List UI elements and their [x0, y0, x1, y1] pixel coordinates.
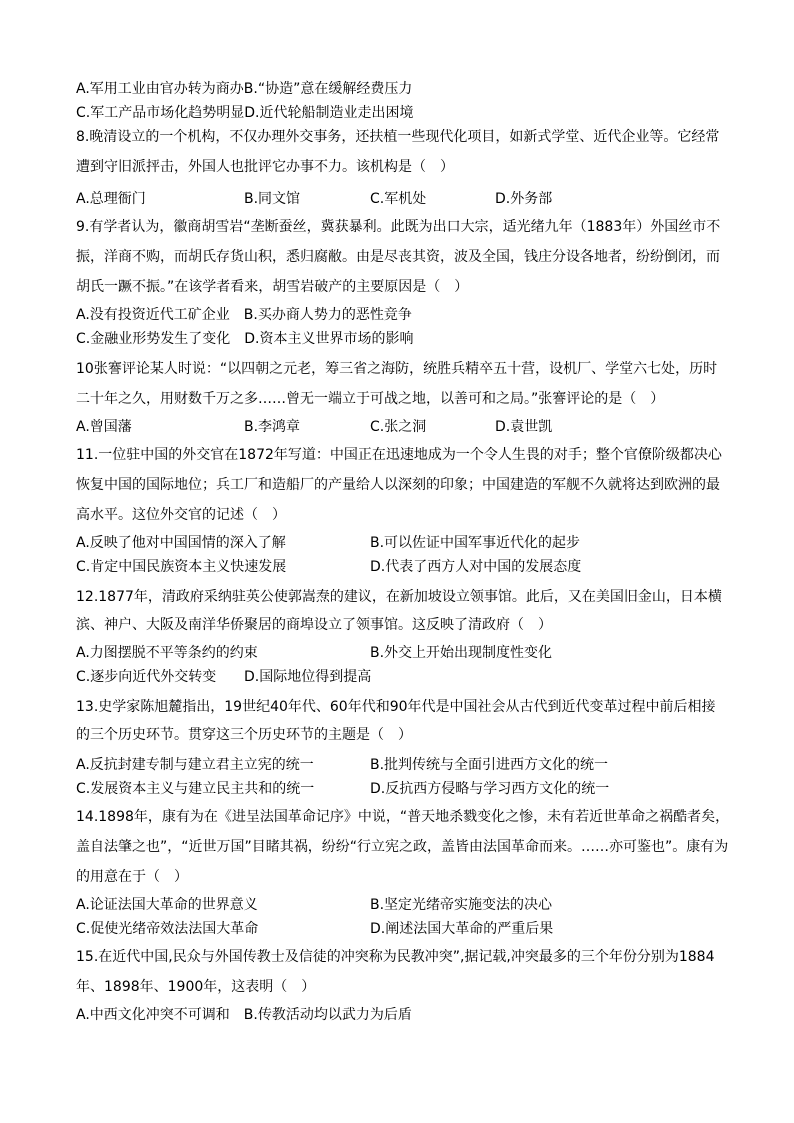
q14-option-b: B.坚定光绪帝实施变法的决心 [370, 897, 553, 913]
q13-stem-2: 的三个历史环节。贯穿这三个历史环节的主题是（ ） [76, 727, 412, 743]
q14-stem-1: 14.1898年，康有为在《进呈法国革命记序》中说，“普天地杀戮变化之惨，未有若近世革命之祸酷者矣， [76, 809, 730, 825]
q12-option-b: B.外交上开始出现制度性变化 [370, 645, 553, 661]
q8-stem-2: 遭到守旧派抨击，外国人也批评它办事不力。该机构是（ ） [76, 159, 454, 175]
q14-option-d: D.阐述法国大革命的严重后果 [370, 921, 554, 937]
q7-options-cd: C.军工产品市场化趋势明显D.近代轮船制造业走出困境 [76, 105, 414, 121]
q12-option-d: D.国际地位得到提高 [244, 669, 372, 685]
q15-stem-2: 年、1898年、1900年，这表明（ ） [76, 979, 316, 995]
q12-option-c: C.逐步向近代外交转变 [76, 669, 217, 685]
q11-stem-2: 恢复中国的国际地位；兵工厂和造船厂的产量给人以深刻的印象；中国建造的军舰不久就将达到欧洲的最 [76, 477, 720, 493]
q15-stem-1: 15.在近代中国,民众与外国传教士及信徒的冲突称为民教冲突”,据记载,冲突最多的三个年份分别为1884 [76, 949, 715, 965]
q8-option-b: B.同文馆 [244, 191, 301, 207]
q13-option-b: B.批判传统与全面引进西方文化的统一 [370, 757, 609, 773]
q10-stem-2: 二十年之久，用财数千万之多……曾无一端立于可战之地，以善可和之局。”张謇评论的是（ ） [76, 391, 665, 407]
q8-stem-1: 8.晚清设立的一个机构，不仅办理外交事务，还扶植一些现代化项目，如新式学堂、近代企业等。它经常 [76, 129, 720, 145]
q13-option-d: D.反抗西方侵略与学习西方文化的统一 [370, 781, 610, 797]
q12-stem-2: 滨、神户、大阪及南洋华侨聚居的商埠设立了领事馆。这反映了清政府（ ） [76, 617, 552, 633]
q9-stem-1: 9.有学者认为，徽商胡雪岩“垄断蚕丝，冀获暴利。此既为出口大宗，适光绪九年（1883年）外国丝市不 [76, 219, 721, 235]
q11-option-a: A.反映了他对中国国情的深入了解 [76, 535, 286, 551]
q9-stem-3: 胡氏一蹶不振。”在该学者看来，胡雪岩破产的主要原因是（ ） [76, 279, 469, 295]
q13-option-a: A.反抗封建专制与建立君主立宪的统一 [76, 757, 314, 773]
q8-option-c: C.军机处 [370, 191, 427, 207]
q9-options-cd: C.金融业形势发生了变化 D.资本主义世界市场的影响 [76, 331, 414, 347]
q11-stem-3: 高水平。这位外交官的记述（ ） [76, 507, 286, 523]
q10-stem-1: 10张謇评论某人时说：“以四朝之元老，筹三省之海防，统胜兵精卒五十营，设机厂、学堂六七处，历时 [76, 361, 718, 377]
q14-stem-3: 的用意在于（ ） [76, 869, 188, 885]
q11-option-c: C.肯定中国民族资本主义快速发展 [76, 559, 287, 575]
q15-options-ab: A.中西文化冲突不可调和 B.传教活动均以武力为后盾 [76, 1007, 412, 1023]
q10-option-d: D.袁世凯 [495, 419, 553, 435]
q9-stem-2: 振，洋商不购，而胡氏存货山积，悉归腐敝。由是尽丧其资，波及全国，钱庄分设各地者，纷纷倒闭，而 [76, 249, 720, 265]
q13-stem-1: 13.史学家陈旭麓指出，19世纪40年代、60年代和90年代是中国社会从古代到近代变革过程中前后相接 [76, 699, 716, 715]
q11-stem-1: 11.一位驻中国的外交官在1872年写道：中国正在迅速地成为一个令人生畏的对手；整个官僚阶级都决心 [76, 447, 722, 463]
q9-options-ab: A.没有投资近代工矿企业 B.买办商人势力的恶性竞争 [76, 307, 412, 323]
q14-option-a: A.论证法国大革命的世界意义 [76, 897, 258, 913]
q14-option-c: C.促使光绪帝效法法国大革命 [76, 921, 259, 937]
q12-stem-1: 12.1877年，清政府采纳驻英公使郭嵩焘的建议，在新加坡设立领事馆。此后，又在美国旧金山，日本横 [76, 589, 722, 605]
q8-option-d: D.外务部 [495, 191, 553, 207]
q7-options-ab: A.军用工业由官办转为商办B.“协造”意在缓解经费压力 [76, 81, 413, 97]
q10-option-c: C.张之洞 [370, 419, 427, 435]
q14-stem-2: 盖自法肇之也”，“近世万国”目睹其祸，纷纷“行立宪之政，盖皆由法国革命而来。……亦可鉴也”。康有为 [76, 839, 729, 855]
q8-option-a: A.总理衙门 [76, 191, 146, 207]
q10-option-a: A.曾国藩 [76, 419, 132, 435]
q12-option-a: A.力图摆脱不平等条约的约束 [76, 645, 258, 661]
q13-option-c: C.发展资本主义与建立民主共和的统一 [76, 781, 315, 797]
q11-option-d: D.代表了西方人对中国的发展态度 [370, 559, 582, 575]
q10-option-b: B.李鸿章 [244, 419, 301, 435]
q11-option-b: B.可以佐证中国军事近代化的起步 [370, 535, 581, 551]
